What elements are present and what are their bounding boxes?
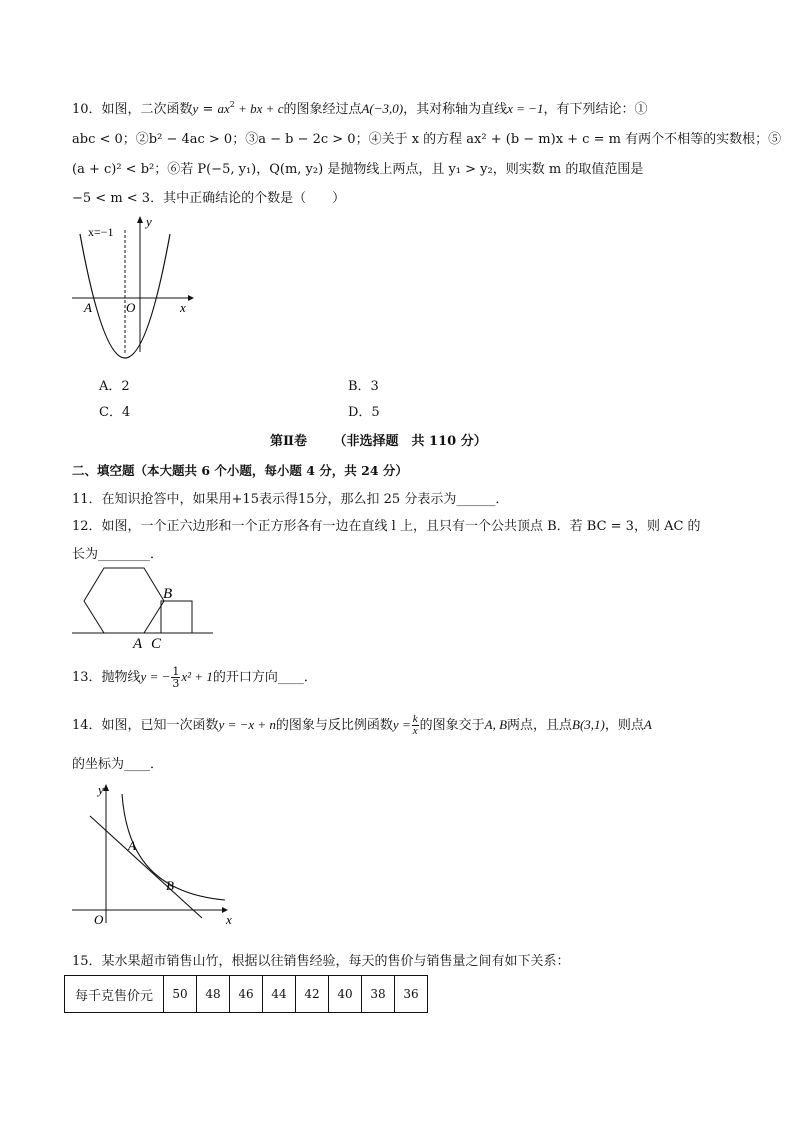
q10-axis-label: x=−1 [88, 225, 114, 239]
section2-title [270, 430, 487, 449]
q10-option-c[interactable]: C．4 [99, 405, 131, 420]
q10-option-d[interactable]: D．5 [348, 405, 380, 420]
q15-table-cell: 44 [263, 976, 296, 1013]
q15-table-cell: 50 [164, 976, 197, 1013]
q14-tail: ，则点 [604, 718, 644, 733]
q10-y-arrow [137, 216, 143, 223]
q14-label-y: y [98, 782, 104, 797]
q14-point-a: A [643, 717, 652, 732]
q14-mid: 的图象与反比例函数 [275, 718, 393, 733]
q13-text [72, 666, 317, 689]
q10-formula-y: y [192, 101, 199, 116]
q11-text: 11．在知识抢答中，如果用+15表示得15分，那么扣 25 分表示为______． [72, 492, 509, 507]
q10-label-a: A [84, 300, 92, 315]
q12-hexagon-square-figure [70, 562, 216, 652]
q10-formula-bx: + bx + c [234, 101, 284, 116]
q13-suffix: 的开口方向____． [212, 670, 317, 685]
q12-label-a: A [133, 636, 143, 652]
q15-table-header: 每千克售价元 [65, 976, 164, 1013]
q10-label-o: O [126, 300, 136, 315]
q13-fraction [171, 666, 180, 689]
q10-mid: 的图象经过点 [283, 102, 362, 117]
q14-mid2: 的图象交于 [419, 718, 485, 733]
q10-line4: −5 < m < 3．其中正确结论的个数是（ ） [72, 191, 346, 206]
q10-prefix: 10．如图，二次函数 [72, 102, 193, 117]
q15-price-table [64, 975, 428, 1013]
q14-point-b: B(3,1) [572, 717, 605, 732]
q15-table-cell: 36 [395, 976, 428, 1013]
q14-label-x: x [226, 912, 232, 927]
q14-numerator: k [412, 713, 418, 725]
q15-table-cell: 46 [230, 976, 263, 1013]
section2-title-text: 第Ⅱ卷 [270, 434, 307, 449]
q13-tail: x² + 1 [181, 669, 213, 684]
q14-points: A, B [484, 717, 508, 732]
q10-line3: (a + c)² < b²；⑥若 P(−5, y₁)，Q(m, y₂) 是抛物线上两点，且 y₁ > y₂，则实数 m 的取值范围是 [72, 162, 644, 177]
q14-y-eq: y = [392, 717, 411, 732]
q10-label-x: x [180, 300, 186, 315]
q14-linear: y = −x + n [218, 717, 276, 732]
q14-label-a: A [128, 838, 136, 853]
q10-tail: ，有下列结论：① [543, 102, 648, 117]
q12-line1: 12．如图，一个正六边形和一个正方形各有一边在直线 l 上，且只有一个公共顶点 B．若 BC = 3，则 AC 的 [72, 519, 701, 534]
q14-fraction [412, 714, 419, 737]
q10-formula-ax: ax [217, 101, 230, 116]
q14-linear-line [90, 816, 202, 918]
q10-formula-eq: = [198, 102, 218, 117]
part2-heading: 二、填空题（本大题共 6 个小题，每小题 4 分，共 24 分） [72, 463, 408, 478]
q14-prefix: 14．如图，已知一次函数 [72, 718, 219, 733]
q14-function-graph [70, 778, 240, 928]
q14-label-o: O [94, 912, 104, 927]
q12-hexagon [84, 568, 164, 633]
q10-x-arrow [188, 295, 194, 301]
q14-label-b: B [166, 878, 174, 893]
q14-line2: 的坐标为____． [72, 757, 164, 772]
q15-table-cell: 48 [197, 976, 230, 1013]
q10-line2: abc < 0；②b² − 4ac > 0；③a − b − 2c > 0；④关于 x 的方程 ax² + (b − m)x + c = m 有两个不相等的实数根；⑤ [72, 132, 782, 147]
q10-option-b[interactable]: B．3 [348, 379, 379, 394]
q12-label-b: B [163, 586, 173, 602]
q10-point-a: A(−3,0) [361, 101, 404, 116]
q15-table-cell: 42 [296, 976, 329, 1013]
q15-text: 15．某水果超市销售山竹，根据以往销售经验，每天的售价与销售量之间有如下关系： [72, 954, 570, 969]
q10-line1: 10．如图，二次函数$y = ax^2$ + bx + c的图象经过点A(−3,0)，其对称轴为直线x = −1，有下列结论：① [72, 100, 648, 117]
q13-prefix: 13．抛物线 [72, 670, 141, 685]
q10-label-y: y [146, 214, 152, 229]
q10-suffix: ，其对称轴为直线 [403, 102, 508, 117]
q15-table-cell: 40 [329, 976, 362, 1013]
q14-y-arrow [103, 784, 109, 791]
q10-option-a[interactable]: A．2 [99, 379, 130, 394]
table-row [65, 976, 428, 1013]
q13-numerator: 1 [172, 665, 180, 678]
q12-square [161, 601, 192, 633]
q14-line1 [72, 714, 652, 737]
q15-table-cell: 38 [362, 976, 395, 1013]
q12-line2: 长为________． [72, 547, 164, 562]
q14-mid3: 两点，且点 [507, 718, 573, 733]
q10-axis-eq: x = −1 [507, 101, 544, 116]
q13-y-eq: y = − [140, 669, 171, 684]
q10-parabola-graph [68, 212, 198, 360]
q12-label-c: C [151, 636, 162, 652]
q14-denominator: x [412, 725, 418, 737]
q13-denominator: 3 [172, 677, 180, 690]
section2-subtitle: （非选择题 共 110 分） [333, 434, 487, 449]
